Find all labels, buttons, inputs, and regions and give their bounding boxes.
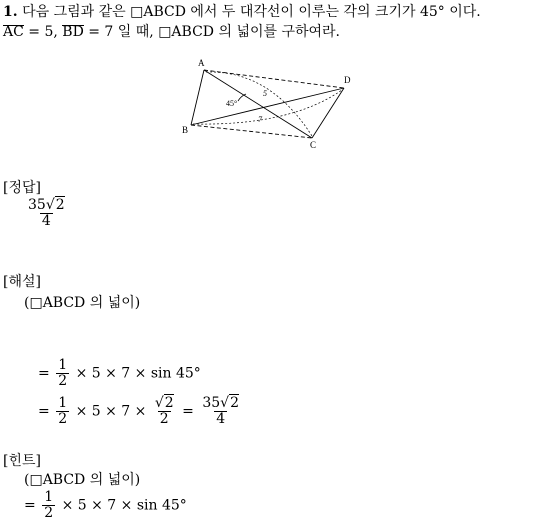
- problem-number: 1.: [3, 4, 18, 20]
- vertex-label-c: C: [310, 140, 317, 150]
- sqrt-sign: √2: [45, 197, 65, 213]
- answer-coef: 35: [28, 197, 46, 213]
- angle-label: 45°: [226, 99, 238, 108]
- solution-header: [해설]: [3, 274, 41, 290]
- sqrt-sign: √2: [154, 395, 174, 411]
- step-2-mid: × 5 × 7 ×: [75, 403, 147, 420]
- diagonal-bd: [191, 88, 344, 125]
- length-label-5: 5: [263, 89, 267, 98]
- half-numerator: 1: [58, 395, 68, 411]
- half-denominator: 2: [58, 373, 68, 389]
- ac-value: = 5,: [23, 24, 63, 40]
- problem-text-1b: ABCD 에서 두 대각선이 이루는 각의 크기가 45° 이다.: [143, 4, 481, 20]
- equals-sign: =: [38, 365, 50, 382]
- side-ad: [204, 70, 344, 88]
- half-denominator: 2: [44, 505, 54, 521]
- vertex-label-a: A: [198, 58, 205, 68]
- problem-line-1: [3, 4, 481, 20]
- hint-tail: × 5 × 7 × sin 45°: [61, 497, 187, 514]
- square-symbol: □: [158, 24, 172, 40]
- hint-header: [힌트]: [3, 453, 41, 469]
- sqrt-sign: √2: [220, 395, 239, 411]
- problem-text-2b: ABCD 의 넓이를 구하여라.: [171, 24, 341, 40]
- segment-ac-label: AC: [3, 24, 24, 40]
- bd-value: = 7 일 때,: [83, 24, 159, 40]
- answer-denominator: 4: [41, 213, 51, 229]
- step-1-tail: × 5 × 7 × sin 45°: [75, 365, 201, 382]
- equals-sign: =: [182, 403, 194, 420]
- answer-radicand: 2: [55, 197, 65, 213]
- result-radicand: 2: [230, 395, 239, 411]
- half-numerator: 1: [44, 489, 54, 505]
- quadrilateral-figure: [176, 54, 362, 154]
- length-label-7: 7: [258, 115, 262, 124]
- solution-step-1: [38, 358, 201, 389]
- hint-formula: [24, 490, 187, 521]
- side-ab: [191, 70, 204, 125]
- sqrt-denominator: 2: [159, 411, 169, 427]
- sqrt-radicand: 2: [164, 395, 174, 411]
- problem-line-2: [3, 24, 340, 40]
- square-symbol: □: [130, 4, 144, 20]
- half-denominator: 2: [58, 411, 68, 427]
- result-coef: 35: [202, 395, 221, 411]
- segment-bd-label: BD: [62, 24, 84, 40]
- vertex-label-d: D: [344, 75, 351, 85]
- solution-area-label: (□ABCD 의 넓이): [24, 295, 141, 311]
- side-cd: [312, 88, 344, 138]
- vertex-label-b: B: [182, 125, 189, 135]
- solution-step-2: [38, 396, 243, 427]
- hint-area-label: (□ABCD 의 넓이): [24, 472, 141, 488]
- half-numerator: 1: [58, 357, 68, 373]
- problem-text-1a: 다음 그림과 같은: [22, 4, 131, 20]
- equals-sign: =: [24, 497, 36, 514]
- equals-sign: =: [38, 403, 50, 420]
- answer-header: [정답]: [3, 180, 41, 196]
- angle-arc: [238, 94, 246, 101]
- answer-value: [24, 198, 69, 229]
- result-denominator: 4: [216, 411, 226, 427]
